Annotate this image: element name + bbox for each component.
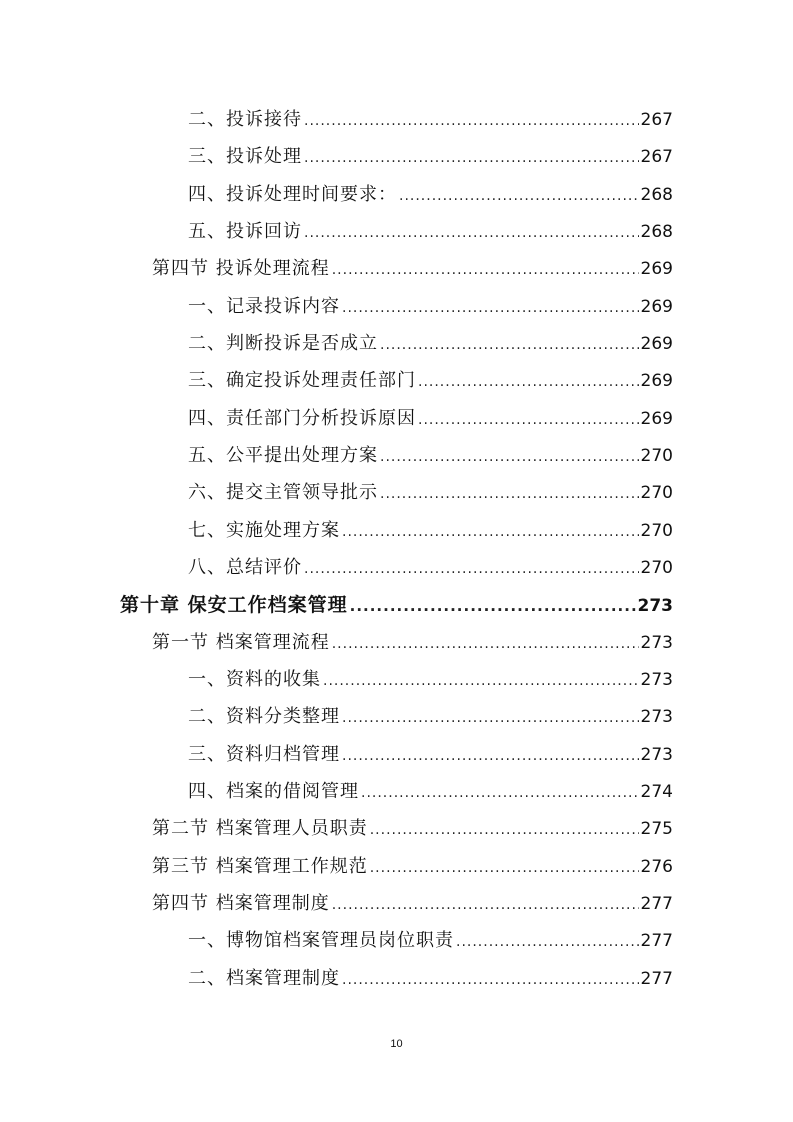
toc-entry-page: 269 bbox=[640, 334, 673, 354]
toc-leader-dots bbox=[456, 927, 639, 957]
toc-leader-dots bbox=[304, 218, 639, 248]
toc-entry-page: 268 bbox=[640, 222, 673, 242]
toc-entry[interactable] bbox=[188, 926, 673, 956]
toc-leader-dots bbox=[380, 442, 639, 472]
toc-leader-dots bbox=[399, 181, 639, 211]
toc-entry-page: 270 bbox=[640, 483, 673, 503]
toc-leader-dots bbox=[332, 255, 639, 285]
toc-entry-title: 第十章 保安工作档案管理 bbox=[120, 594, 348, 616]
toc-entry-page: 277 bbox=[640, 969, 673, 989]
toc-entry-title: 二、判断投诉是否成立 bbox=[188, 333, 378, 354]
toc-leader-dots bbox=[342, 741, 639, 771]
toc-entry[interactable] bbox=[188, 404, 673, 434]
toc-chapter-entry[interactable] bbox=[120, 590, 673, 620]
toc-entry[interactable] bbox=[188, 702, 673, 732]
toc-entry-page: 273 bbox=[640, 745, 673, 765]
toc-entry-title: 第三节 档案管理工作规范 bbox=[152, 856, 368, 877]
toc-leader-dots bbox=[332, 890, 639, 920]
toc-entry[interactable] bbox=[188, 329, 673, 359]
toc-entry-page: 268 bbox=[640, 185, 673, 205]
toc-entry[interactable] bbox=[188, 740, 673, 770]
toc-entry-title: 五、投诉回访 bbox=[188, 221, 302, 242]
toc-entry-title: 六、提交主管领导批示 bbox=[188, 482, 378, 503]
toc-entry-page: 269 bbox=[640, 409, 673, 429]
toc-entry-page: 270 bbox=[640, 521, 673, 541]
toc-entry-title: 第四节 档案管理制度 bbox=[152, 893, 330, 914]
toc-entry-title: 三、确定投诉处理责任部门 bbox=[188, 370, 416, 391]
toc-entry-page: 270 bbox=[640, 558, 673, 578]
toc-entry[interactable] bbox=[152, 852, 673, 882]
toc-entry[interactable] bbox=[152, 889, 673, 919]
toc-entry-page: 267 bbox=[640, 147, 673, 167]
toc-entry[interactable] bbox=[188, 441, 673, 471]
toc-entry-title: 三、资料归档管理 bbox=[188, 744, 340, 765]
toc-entry-page: 275 bbox=[640, 819, 673, 839]
toc-leader-dots bbox=[370, 853, 639, 883]
toc-entry[interactable] bbox=[188, 180, 673, 210]
toc-leader-dots bbox=[361, 778, 639, 808]
toc-entry-page: 273 bbox=[640, 633, 673, 653]
toc-leader-dots bbox=[370, 815, 639, 845]
toc-entry[interactable] bbox=[188, 478, 673, 508]
toc-entry-title: 第四节 投诉处理流程 bbox=[152, 258, 330, 279]
toc-entry-page: 267 bbox=[640, 110, 673, 130]
toc-leader-dots bbox=[304, 143, 639, 173]
toc-entry-title: 二、档案管理制度 bbox=[188, 968, 340, 989]
toc-entry[interactable] bbox=[188, 142, 673, 172]
toc-entry[interactable] bbox=[188, 553, 673, 583]
toc-leader-dots bbox=[304, 554, 639, 584]
toc-entry-title: 四、投诉处理时间要求： bbox=[188, 184, 397, 205]
toc-entry-page: 277 bbox=[640, 894, 673, 914]
toc-entry-page: 269 bbox=[640, 259, 673, 279]
toc-leader-dots bbox=[380, 479, 639, 509]
toc-leader-dots bbox=[380, 330, 639, 360]
toc-entry-page: 273 bbox=[637, 596, 673, 616]
toc-entry-page: 273 bbox=[640, 707, 673, 727]
toc-entry-page: 274 bbox=[640, 782, 673, 802]
toc-entry-title: 一、博物馆档案管理员岗位职责 bbox=[188, 930, 454, 951]
toc-entry-title: 一、记录投诉内容 bbox=[188, 296, 340, 317]
toc-entry-page: 273 bbox=[640, 670, 673, 690]
toc-leader-dots bbox=[350, 591, 636, 621]
toc-entry-title: 四、档案的借阅管理 bbox=[188, 781, 359, 802]
toc-entry[interactable] bbox=[188, 964, 673, 994]
toc-entry-title: 二、资料分类整理 bbox=[188, 706, 340, 727]
toc-entry-title: 三、投诉处理 bbox=[188, 146, 302, 167]
toc-entry[interactable] bbox=[188, 777, 673, 807]
toc-entry-page: 269 bbox=[640, 371, 673, 391]
toc-entry-title: 八、总结评价 bbox=[188, 557, 302, 578]
toc-entry-title: 第一节 档案管理流程 bbox=[152, 632, 330, 653]
toc-entry[interactable] bbox=[188, 105, 673, 135]
toc-leader-dots bbox=[418, 405, 639, 435]
toc-entry-page: 269 bbox=[640, 297, 673, 317]
toc-entry-title: 一、资料的收集 bbox=[188, 669, 321, 690]
toc-entry-title: 四、责任部门分析投诉原因 bbox=[188, 408, 416, 429]
toc-entry-page: 277 bbox=[640, 931, 673, 951]
toc-entry-page: 276 bbox=[640, 857, 673, 877]
toc-leader-dots bbox=[332, 629, 639, 659]
toc-entry[interactable] bbox=[188, 516, 673, 546]
toc-leader-dots bbox=[342, 517, 639, 547]
toc-leader-dots bbox=[342, 293, 639, 323]
toc-entry[interactable] bbox=[152, 814, 673, 844]
toc-entry-title: 七、实施处理方案 bbox=[188, 520, 340, 541]
toc-leader-dots bbox=[418, 367, 639, 397]
page-number: 10 bbox=[390, 1038, 403, 1050]
toc-entry[interactable] bbox=[188, 292, 673, 322]
toc-leader-dots bbox=[342, 965, 639, 995]
toc-entry[interactable] bbox=[152, 254, 673, 284]
toc-entry[interactable] bbox=[152, 628, 673, 658]
toc-entry[interactable] bbox=[188, 366, 673, 396]
toc-entry[interactable] bbox=[188, 665, 673, 695]
toc-entry-title: 第二节 档案管理人员职责 bbox=[152, 818, 368, 839]
toc-leader-dots bbox=[342, 703, 639, 733]
toc-leader-dots bbox=[323, 666, 639, 696]
toc-entry-page: 270 bbox=[640, 446, 673, 466]
toc-leader-dots bbox=[304, 106, 639, 136]
toc-entry[interactable] bbox=[188, 217, 673, 247]
toc-entry-title: 二、投诉接待 bbox=[188, 109, 302, 130]
toc-entry-title: 五、公平提出处理方案 bbox=[188, 445, 378, 466]
